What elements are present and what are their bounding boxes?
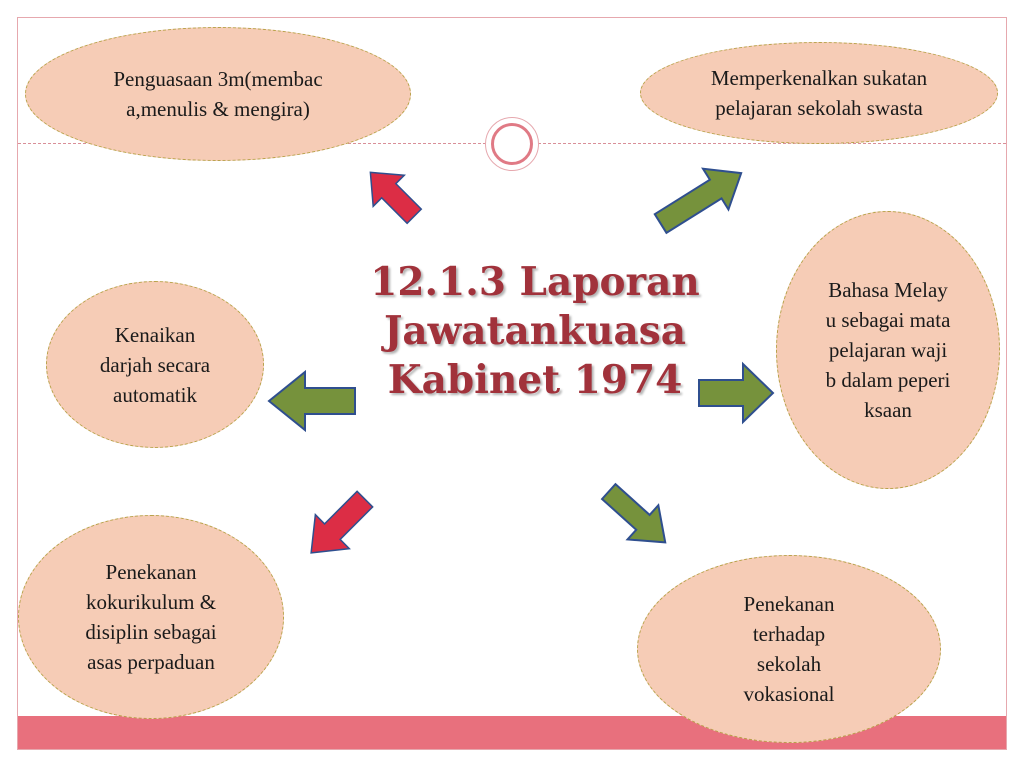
node-mid-left-text: Kenaikan darjah secara automatik [99,322,211,407]
node-top-right-text: Memperkenalkan sukatan pelajaran sekolah swasta [710,66,928,120]
node-top-left [25,27,411,161]
node-bottom-right [637,555,941,743]
arrow-bottom-right [593,474,680,559]
arrow-bottom-left [294,482,382,570]
arrow-top-left [355,157,430,232]
node-top-left-text: Penguasaan 3m(membaca,menulis & mengira) [113,67,323,121]
node-top-right [640,42,998,144]
node-bottom-left [18,515,284,719]
arrow-top-right [648,153,754,244]
node-mid-right [776,211,1000,489]
node-mid-right-text: Bahasa Melayu sebagai mata pelajaran wajib dalam peperiksaan [825,278,951,422]
node-mid-left [46,281,264,448]
node-bottom-right-text: Penekanan terhadap sekolah vokasional [743,592,835,706]
slide-title: 12.1.3 Laporan Jawatankuasa Kabinet 1974 [370,259,700,403]
node-bottom-left-text: Penekanan kokurikulum & disiplin sebagai asas perpaduan [85,560,217,674]
